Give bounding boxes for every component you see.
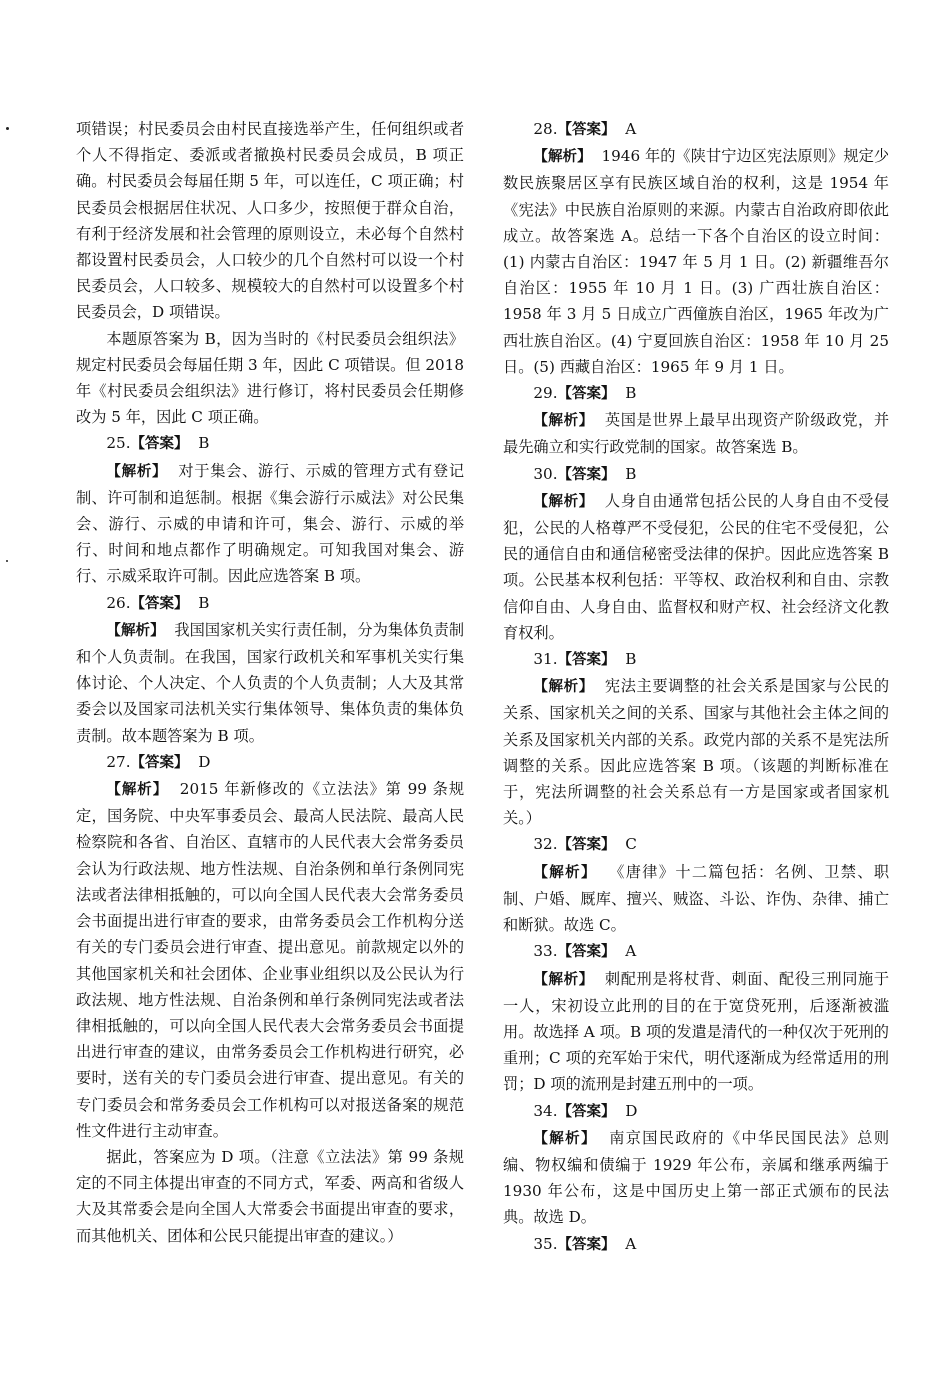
answer-line: [503, 116, 889, 143]
analysis-text: 1946 年的《陕甘宁边区宪法原则》规定少数民族聚居区享有民族区域自治的权利，这是 1954 年《宪法》中民族自治原则的来源。内蒙古自治政府即依此成立。故答案选 A。总结一下各个自治区的设立时间：(1) 内蒙古自治区：1947 年 5 月 1 日。(2) 新疆维吾尔自治区：1955 年 10 月 1 日。(3) 广西壮族自治区：1958 年 3 月 5 日成立广西僮族自治区，1965 年改为广西壮族自治区。(4) 宁夏回族自治区：1958 年 10 月 25 日。(5) 西藏自治区：1965 年 9 月 1 日。: [503, 147, 890, 376]
answer-label: 【答案】: [130, 595, 189, 612]
analysis-paragraph: [503, 407, 889, 460]
answer-value: A: [625, 942, 637, 961]
analysis-label: 【解析】: [533, 1130, 597, 1147]
analysis-label: 【解析】: [106, 782, 169, 799]
left-column: [76, 116, 464, 1249]
question-number: 29.: [533, 384, 558, 403]
analysis-text: 英国是世界上最早出现资产阶级政党，并最先确立和实行政党制的国家。故答案选 B。: [503, 411, 890, 457]
answer-value: D: [625, 1101, 638, 1120]
paragraph-text: 项错误；村民委员会由村民直接选举产生，任何组织或者个人不得指定、委派或者撤换村民委员会成员，B 项正确。村民委员会每届任期 5 年，可以连任，C 项正确；村民委员会根据居住状况、人口多少，按照便于群众自治，有利于经济发展和社会管理的原则设立，未必每个自然村都设置村民委员会，人口较少的几个自然村可以设一个村民委员会，人口较多、规模较大的自然村可以设置多个村民委员会，D 项错误。: [76, 120, 464, 322]
analysis-text: 《唐律》十二篇包括：名例、卫禁、职制、户婚、厩库、擅兴、贼盗、斗讼、诈伪、杂律、捕亡和断狱。故选 C。: [503, 862, 890, 935]
answer-label: 【答案】: [557, 466, 616, 483]
question-number: 32.: [533, 835, 558, 854]
answer-value: C: [625, 835, 637, 854]
answer-line: [503, 938, 889, 965]
scan-speck: [6, 127, 9, 130]
analysis-paragraph: [503, 859, 889, 939]
paragraph-text: 据此，答案应为 D 项。（注意《立法法》第 99 条规定的不同主体提出审查的不同方式，军委、两高和省级人大及其常委会是向全国人大常委会书面提出审查的要求，而其他机关、团体和公民只能提出审查的建议。）: [76, 1147, 464, 1245]
answer-value: B: [198, 434, 210, 453]
paragraph: [76, 116, 464, 326]
question-number: 25.: [106, 434, 131, 453]
answer-label: 【答案】: [557, 944, 616, 961]
answer-value: A: [625, 120, 637, 138]
analysis-paragraph: [76, 776, 464, 1144]
answer-label: 【答案】: [130, 436, 189, 453]
answer-value: B: [625, 650, 637, 669]
answer-line: [503, 380, 889, 407]
analysis-label: 【解析】: [533, 413, 594, 430]
answer-line: [503, 1098, 889, 1125]
analysis-paragraph: [503, 488, 889, 646]
analysis-label: 【解析】: [533, 149, 592, 166]
answer-value: D: [198, 752, 211, 771]
answer-line: [76, 430, 464, 457]
question-number: 30.: [533, 464, 558, 483]
answer-label: 【答案】: [557, 122, 616, 138]
analysis-paragraph: [503, 143, 889, 380]
question-number: 28.: [533, 120, 558, 138]
question-number: 33.: [533, 942, 558, 961]
analysis-text: 人身自由通常包括公民的人身自由不受侵犯，公民的人格尊严不受侵犯，公民的住宅不受侵犯，公民的通信自由和通信秘密受法律的保护。因此应选答案 B 项。公民基本权利包括：平等权、政治权利和自由、宗教信仰自由、人身自由、监督权和财产权、社会经济文化教育权利。: [503, 491, 890, 642]
analysis-paragraph: [76, 458, 464, 590]
answer-label: 【答案】: [557, 1236, 616, 1253]
answer-label: 【答案】: [557, 652, 616, 669]
answer-label: 【答案】: [557, 837, 616, 854]
analysis-label: 【解析】: [533, 493, 594, 510]
answer-value: B: [625, 464, 637, 483]
analysis-label: 【解析】: [106, 622, 165, 639]
analysis-text: 对于集会、游行、示威的管理方式有登记制、许可制和追惩制。根据《集会游行示威法》对公民集会、游行、示威的申请和许可，集会、游行、示威的举行、时间和地点都作了明确规定。可知我国对集会、游行、示威采取许可制。因此应选答案 B 项。: [76, 461, 465, 586]
analysis-text: 宪法主要调整的社会关系是国家与公民的关系、国家机关之间的关系、国家与其他社会主体之间的关系及国家机关内部的关系。政党内部的关系不是宪法所调整的关系。因此应选答案 B 项。（该题的判断标准在于，宪法所调整的社会关系总有一方是国家或者国家机关。）: [503, 677, 890, 828]
analysis-paragraph: [503, 966, 889, 1098]
paragraph: [76, 326, 464, 431]
scan-speck: [6, 560, 8, 562]
analysis-paragraph: [76, 617, 464, 749]
analysis-label: 【解析】: [533, 971, 594, 988]
answer-value: B: [625, 384, 637, 403]
analysis-text: 2015 年新修改的《立法法》第 99 条规定，国务院、中央军事委员会、最高人民法院、最高人民检察院和各省、自治区、直辖市的人民代表大会常务委员会认为行政法规、地方性法规、自治条例和单行条例同宪法或者法律相抵触的，可以向全国人民代表大会常务委员会书面提出进行审查的要求，由常务委员会工作机构分送有关的专门委员会进行审查、提出意见。前款规定以外的其他国家机关和社会团体、企业事业组织以及公民认为行政法规、地方性法规、自治条例和单行条例同宪法或者法律相抵触的，可以向全国人民代表大会常务委员会书面提出进行审查的建议，由常务委员会工作机构进行研究，必要时，送有关的专门委员会进行审查、提出意见。有关的专门委员会和常务委员会工作机构可以对报送备案的规范性文件进行主动审查。: [76, 780, 465, 1140]
analysis-label: 【解析】: [533, 864, 597, 881]
answer-line: [76, 749, 464, 776]
analysis-label: 【解析】: [533, 679, 594, 696]
analysis-text: 南京国民政府的《中华民国民法》总则编、物权编和债编于 1929 年公布，亲属和继承两编于 1930 年公布，这是中国历史上第一部正式颁布的民法典。故选 D。: [503, 1128, 890, 1227]
answer-line: [503, 461, 889, 488]
answer-value: B: [198, 593, 210, 612]
answer-label: 【答案】: [557, 386, 616, 403]
answer-line: [503, 831, 889, 858]
answer-label: 【答案】: [557, 1103, 616, 1120]
question-number: 26.: [106, 593, 131, 612]
analysis-paragraph: [503, 1125, 889, 1231]
question-number: 31.: [533, 650, 558, 669]
question-number: 34.: [533, 1101, 558, 1120]
analysis-paragraph: [503, 673, 889, 831]
analysis-text: 我国国家机关实行责任制，分为集体负责制和个人负责制。在我国，国家行政机关和军事机关实行集体讨论、个人决定、个人负责的个人负责制；人大及其常委会以及国家司法机关实行集体领导、集体负责的集体负责制。故本题答案为 B 项。: [76, 620, 465, 745]
answer-line: [503, 646, 889, 673]
question-number: 35.: [533, 1234, 558, 1253]
paragraph-text: 本题原答案为 B，因为当时的《村民委员会组织法》规定村民委员会每届任期 3 年，因此 C 项错误。但 2018 年《村民委员会组织法》进行修订，将村民委员会任期修改为 5 年，因此 C 项正确。: [76, 329, 464, 427]
answer-label: 【答案】: [130, 754, 189, 771]
answer-value: A: [625, 1234, 637, 1253]
analysis-text: 刺配刑是将杖背、刺面、配役三刑同施于一人，宋初设立此刑的目的在于宽贷死刑，后逐渐被滥用。故选择 A 项。B 项的发遣是清代的一种仅次于死刑的重刑；C 项的充军始于宋代，明代逐渐成为经常适用的刑罚；D 项的流刑是封建五刑中的一项。: [503, 969, 890, 1094]
right-column: [503, 116, 889, 1258]
paragraph: [76, 1144, 464, 1249]
answer-line: [503, 1231, 889, 1258]
analysis-label: 【解析】: [106, 463, 168, 480]
question-number: 27.: [106, 752, 131, 771]
answer-line: [76, 590, 464, 617]
